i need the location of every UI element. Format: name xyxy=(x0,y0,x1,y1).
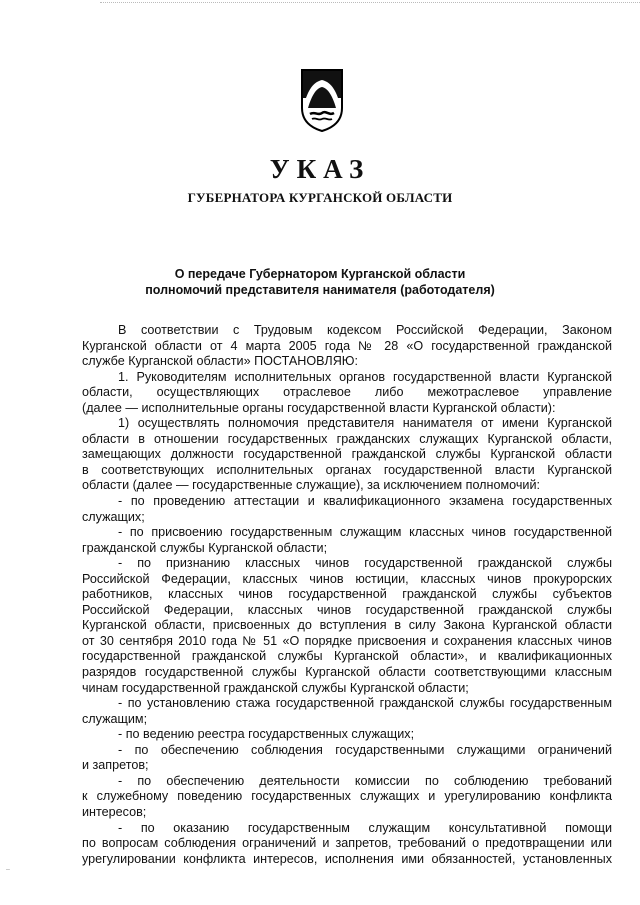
document-title: УКАЗ xyxy=(269,154,371,184)
text-line: государственной гражданской службы Курганской области», и квалификационных xyxy=(82,649,612,664)
text-line: области, осуществляющих отраслевое либо межотраслевое управление xyxy=(82,385,612,400)
text-line: в соответствующих исполнительных органах государственной власти Курганской xyxy=(82,462,612,477)
text-line: - по установлению стажа государственной гражданской службы государственным xyxy=(118,696,612,711)
text-line: - по оказанию государственным служащим консультативной помощи xyxy=(118,820,612,835)
text-line: В соответствии с Трудовым кодексом Российской Федерации, Законом xyxy=(118,323,612,337)
text-line: Курганской области от 4 марта 2005 года № 28 «О государственной гражданской xyxy=(82,338,612,353)
kurgan-coat-of-arms-icon xyxy=(300,68,344,132)
text-line: к служебному поведению государственных служащих и урегулированию конфликта xyxy=(82,789,612,804)
text-line: замещающих должности государственной гражданской службы Курганской области xyxy=(82,447,612,462)
text-line: - по обеспечению деятельности комиссии по соблюдению требований xyxy=(118,773,612,788)
text-line: служащим; xyxy=(82,711,148,726)
text-line: - по ведению реестра государственных служащих; xyxy=(118,727,415,742)
text-line: (далее — исполнительные органы государственной власти Курганской области): xyxy=(82,400,556,415)
text-line: службе Курганской области» ПОСТАНОВЛЯЮ: xyxy=(82,354,359,369)
text-line: - по проведению аттестации и квалификационного экзамена государственных xyxy=(118,494,612,509)
text-line: - по присвоению государственным служащим классных чинов государственной xyxy=(118,525,612,540)
scan-edge-marks xyxy=(100,2,640,7)
text-line: по вопросам соблюдения ограничений и запретов, требований о предотвращении или xyxy=(82,836,612,851)
text-line: области в отношении государственных гражданских служащих Курганской области, xyxy=(82,431,612,446)
text-line: гражданской службы Курганской области; xyxy=(82,540,328,555)
text-line: разрядов государственной службы Курганской области соответствующими классным xyxy=(82,665,612,680)
scan-margin-mark: – xyxy=(6,866,10,873)
text-line: 1) осуществлять полномочия представителя нанимателя от имени Курганской xyxy=(118,416,612,431)
text-line: служащих; xyxy=(82,509,145,524)
text-line: области (далее — государственные служащие), за исключением полномочий: xyxy=(82,478,540,493)
decree-heading xyxy=(0,266,640,298)
text-line: 1. Руководителям исполнительных органов государственной власти Курганской xyxy=(118,369,612,384)
text-line: - по признанию классных чинов государственной гражданской службы xyxy=(118,556,612,571)
heading-line: полномочий представителя нанимателя (работодателя) xyxy=(145,283,495,297)
text-line: Российской Федерации, классных чинов юстиции, классных чинов прокурорских xyxy=(82,571,612,586)
text-line: Российской Федерации, классных чинов государственной гражданской службы xyxy=(82,602,612,617)
decree-body xyxy=(82,323,612,867)
text-line: Курганской области, присвоенных до вступления в силу Закона Курганской области xyxy=(82,618,612,633)
text-line: - по обеспечению соблюдения государственными служащими ограничений xyxy=(118,742,612,757)
document-issuer: ГУБЕРНАТОРА КУРГАНСКОЙ ОБЛАСТИ xyxy=(187,190,453,205)
text-line: чинам государственной гражданской службы Курганской области; xyxy=(82,680,469,695)
text-line: интересов; xyxy=(82,804,147,819)
heading-line: О передаче Губернатором Курганской области xyxy=(174,267,466,281)
text-line: урегулировании конфликта интересов, исполнения ими обязанностей, установленных xyxy=(82,851,612,866)
text-line: от 30 сентября 2010 года № 51 «О порядке присвоения и сохранения классных чинов xyxy=(82,633,612,648)
text-line: работников, классных чинов государственной гражданской службы субъектов xyxy=(82,587,612,602)
text-line: и запретов; xyxy=(82,758,149,773)
